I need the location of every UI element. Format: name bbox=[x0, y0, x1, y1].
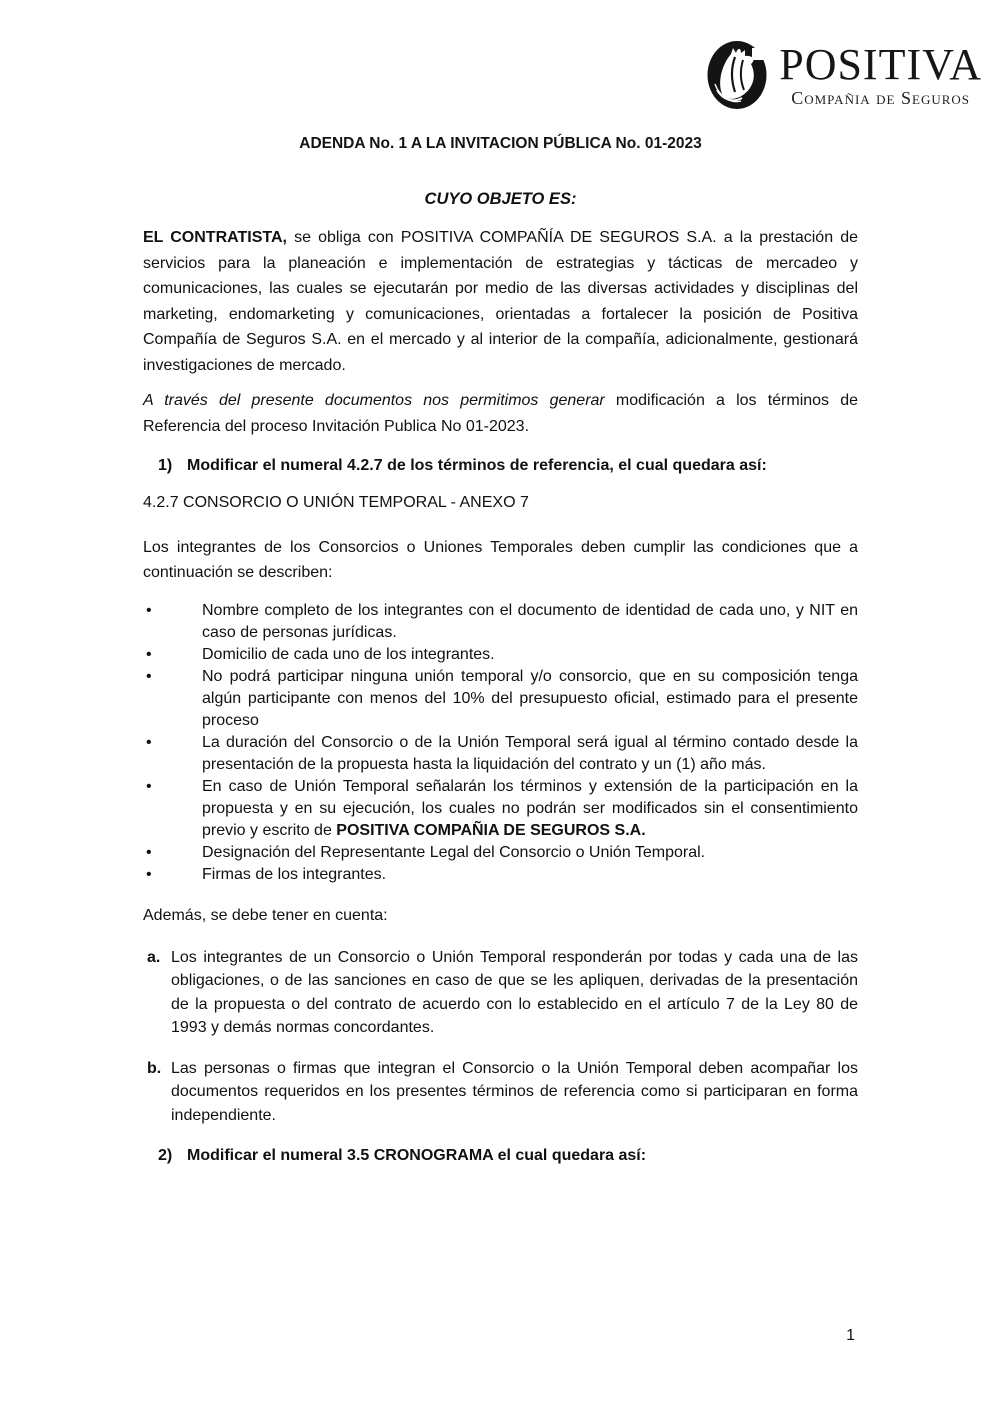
lettered-item-b bbox=[143, 1057, 858, 1128]
bullet-text: La duración del Consorcio o de la Unión Temporal será igual al término contado desde la presentación de la propuesta hasta la liquidación del contrato y un (1) año más. bbox=[202, 733, 858, 773]
bullet-icon: • bbox=[146, 777, 152, 795]
bullet-icon: • bbox=[146, 667, 152, 685]
numbered-item-2-marker: 2) bbox=[158, 1147, 173, 1164]
list-item bbox=[143, 644, 858, 666]
logo-row bbox=[0, 0, 1000, 110]
positiva-logo bbox=[707, 40, 982, 110]
bullet-text: En caso de Unión Temporal señalarán los términos y extensión de la participación en la propuesta y en su ejecución, los cuales no podrán ser modificados sin el consentimiento previo y escrito de POSITIVA COMPAÑIA DE SEGUROS S.A. bbox=[202, 777, 858, 839]
bullet-icon: • bbox=[146, 843, 152, 861]
logo-tagline-text: Compañia de Seguros bbox=[791, 88, 971, 108]
paragraph-modificacion: A través del presente documentos nos permitimos generar modificación a los términos de Referencia del proceso Invitación Publica No 01-2023. bbox=[143, 392, 859, 435]
bullet-text: Nombre completo de los integrantes con el documento de identidad de cada uno, y NIT en caso de personas jurídicas. bbox=[202, 601, 858, 641]
list-item bbox=[143, 776, 858, 842]
numbered-item-2 bbox=[158, 1143, 858, 1169]
list-item bbox=[143, 732, 858, 776]
logo-brand-text: POSITIVA bbox=[779, 40, 982, 89]
list-item bbox=[143, 666, 858, 732]
bullet-icon: • bbox=[146, 865, 152, 883]
bullet-text: Designación del Representante Legal del Consorcio o Unión Temporal. bbox=[202, 843, 706, 861]
bullet-icon: • bbox=[146, 733, 152, 751]
section-heading-427: 4.2.7 CONSORCIO O UNIÓN TEMPORAL - ANEXO 7 bbox=[143, 493, 529, 511]
numbered-item-1-marker: 1) bbox=[158, 457, 173, 474]
positiva-logo-icon bbox=[707, 40, 767, 110]
logo-text bbox=[779, 40, 982, 108]
lettered-item-b-text: Las personas o firmas que integran el Consorcio o la Unión Temporal deben acompañar los documentos requeridos en los presentes términos de referencia como si participaran en forma independiente. bbox=[171, 1059, 858, 1124]
list-item bbox=[143, 600, 858, 644]
document-title: ADENDA No. 1 A LA INVITACION PÚBLICA No. 01-2023 bbox=[299, 135, 702, 152]
bullet-text: Domicilio de cada uno de los integrantes. bbox=[202, 645, 495, 663]
ademas-line: Además, se debe tener en cuenta: bbox=[143, 906, 388, 924]
list-item bbox=[143, 842, 858, 864]
object-heading: CUYO OBJETO ES: bbox=[424, 190, 577, 208]
list-item bbox=[143, 864, 858, 886]
page-number: 1 bbox=[846, 1327, 855, 1344]
section-intro: Los integrantes de los Consorcios o Uniones Temporales deben cumplir las condiciones que a continuación se describen: bbox=[143, 538, 858, 581]
lettered-item-a-text: Los integrantes de un Consorcio o Unión Temporal responderán por todas y cada una de las obligaciones, o de las sanciones en caso de que se les apliquen, derivadas de la presentación de la propuesta o del contrato de acuerdo con lo establecido en el artículo 7 de la Ley 80 de 1993 y demás normas concordantes. bbox=[171, 948, 858, 1036]
bullet-text: Firmas de los integrantes. bbox=[202, 865, 387, 883]
bullet-icon: • bbox=[146, 601, 152, 619]
lettered-item-a-marker: a. bbox=[147, 948, 161, 966]
paragraph-contratista: EL CONTRATISTA, se obliga con POSITIVA COMPAÑÍA DE SEGUROS S.A. a la prestación de servicios para la planeación e implementación de estrategias y tácticas de mercadeo y comunicaciones, las cuales se ejecutarán por medio de las diversas actividades y disciplinas del marketing, endomarketing y comunicaciones, orientadas a fortalecer la posición de Positiva Compañía de Seguros S.A. en el mercado y al interior de la compañía, adicionalmente, gestionará investigaciones de mercado. bbox=[143, 229, 858, 374]
document-content bbox=[143, 134, 858, 1169]
bullet-text: No podrá participar ninguna unión temporal y/o consorcio, que en su composición tenga algún participante con menos del 10% del presupuesto oficial, estimado para el presente proceso bbox=[202, 667, 858, 729]
lettered-item-b-marker: b. bbox=[147, 1059, 162, 1077]
bullet-icon: • bbox=[146, 645, 152, 663]
conditions-list bbox=[143, 600, 858, 886]
numbered-item-1 bbox=[158, 453, 858, 479]
numbered-item-2-text: Modificar el numeral 3.5 CRONOGRAMA el cual quedara así: bbox=[187, 1147, 647, 1164]
numbered-item-1-text: Modificar el numeral 4.2.7 de los términos de referencia, el cual quedara así: bbox=[187, 457, 767, 474]
lettered-item-a bbox=[143, 946, 858, 1040]
